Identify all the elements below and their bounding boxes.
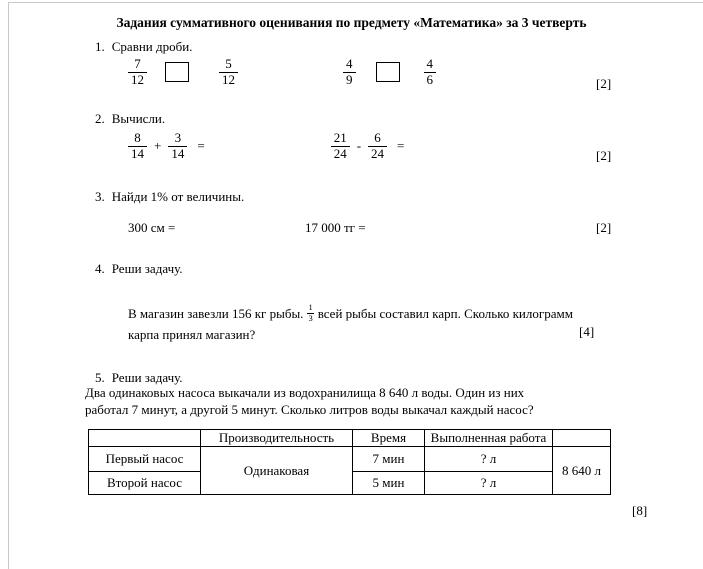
cell-pump1-time: 7 мин bbox=[353, 447, 425, 472]
task2-expressions-row bbox=[128, 131, 404, 161]
answer-box bbox=[376, 62, 400, 82]
task3-number: 3. bbox=[95, 189, 105, 204]
fraction bbox=[168, 131, 187, 161]
cell-pump1-name: Первый насос bbox=[89, 447, 201, 472]
task4-number: 4. bbox=[95, 261, 105, 276]
cell-pump2-name: Второй насос bbox=[89, 472, 201, 495]
fraction-denominator: 24 bbox=[333, 145, 347, 161]
fraction-denominator: 24 bbox=[371, 145, 385, 161]
task1-label: Сравни дроби. bbox=[111, 39, 193, 54]
header-cell-work: Выполненная работа bbox=[425, 430, 553, 447]
task3-label: Найди 1% от величины. bbox=[111, 189, 245, 204]
task5-number: 5. bbox=[95, 370, 105, 385]
task4-text-line2: карпа принял магазин? bbox=[128, 327, 256, 343]
task3-item-2: 17 000 тг = bbox=[305, 220, 366, 235]
fraction bbox=[424, 57, 437, 87]
task1-number: 1. bbox=[95, 39, 105, 54]
fraction-numerator: 5 bbox=[219, 57, 238, 73]
cell-pump2-work: ? л bbox=[425, 472, 553, 495]
task5-text-line2: работал 7 минут, а другой 5 минут. Сколько литров воды выкачал каждый насос? bbox=[85, 402, 534, 417]
fraction bbox=[368, 131, 387, 161]
task3-points: [2] bbox=[596, 220, 612, 235]
task5-text bbox=[85, 384, 534, 418]
minus-operator: - bbox=[356, 138, 362, 154]
header-cell-time: Время bbox=[353, 430, 425, 447]
header-cell-productivity: Производительность bbox=[201, 430, 353, 447]
task5-text-line1: Два одинаковых насоса выкачали из водохранилища 8 640 л воды. Один из них bbox=[85, 385, 525, 400]
cell-pump1-work: ? л bbox=[425, 447, 553, 472]
task2-label: Вычисли. bbox=[111, 111, 166, 126]
task1-heading bbox=[95, 39, 192, 55]
fraction-numerator: 4 bbox=[424, 57, 437, 73]
fraction-denominator: 3 bbox=[308, 312, 313, 323]
header-cell-empty bbox=[89, 430, 201, 447]
fraction-numerator: 3 bbox=[168, 131, 187, 147]
fraction bbox=[307, 303, 313, 324]
fraction-denominator: 14 bbox=[171, 145, 185, 161]
equals-sign: = bbox=[397, 138, 405, 154]
fraction bbox=[219, 57, 238, 87]
task4-text-before-fraction: В магазин завезли 156 кг рыбы. bbox=[128, 306, 304, 321]
task5-table bbox=[88, 429, 611, 495]
document-title: Задания суммативного оценивания по предмету «Математика» за 3 четверть bbox=[116, 15, 587, 30]
fraction-numerator: 6 bbox=[368, 131, 387, 147]
task2-points: [2] bbox=[596, 148, 612, 163]
plus-operator: + bbox=[154, 138, 162, 154]
cell-total-value: 8 640 л bbox=[553, 447, 611, 495]
task1-fractions-row bbox=[128, 57, 436, 87]
table-header-row bbox=[89, 430, 611, 447]
fraction-numerator: 1 bbox=[308, 301, 313, 312]
cell-pump2-time: 5 мин bbox=[353, 472, 425, 495]
task5-points: [8] bbox=[632, 503, 648, 518]
table-row bbox=[89, 447, 611, 472]
fraction bbox=[128, 131, 147, 161]
fraction-denominator: 12 bbox=[222, 71, 235, 87]
task4-label: Реши задачу. bbox=[111, 261, 183, 276]
task4-points: [4] bbox=[579, 324, 595, 339]
fraction-denominator: 6 bbox=[426, 71, 433, 87]
fraction bbox=[128, 57, 147, 87]
task4-heading bbox=[95, 261, 183, 277]
task2-number: 2. bbox=[95, 111, 105, 126]
task2-heading bbox=[95, 111, 165, 127]
cell-productivity-value: Одинаковая bbox=[201, 447, 353, 495]
task4-text-line1 bbox=[128, 301, 573, 325]
equals-sign: = bbox=[197, 138, 205, 154]
answer-box bbox=[165, 62, 189, 82]
task1-points: [2] bbox=[596, 76, 612, 91]
fraction-numerator: 8 bbox=[128, 131, 147, 147]
fraction-numerator: 21 bbox=[331, 131, 350, 147]
task3-heading bbox=[95, 189, 244, 205]
fraction bbox=[343, 57, 356, 87]
fraction bbox=[331, 131, 350, 161]
task5-label: Реши задачу. bbox=[111, 370, 183, 385]
header-cell-empty bbox=[553, 430, 611, 447]
task3-item-1: 300 см = bbox=[128, 220, 176, 235]
task4-text-after-fraction: всей рыбы составил карп. Сколько килограмм bbox=[317, 306, 573, 321]
fraction-denominator: 9 bbox=[346, 71, 353, 87]
fraction-denominator: 12 bbox=[131, 71, 144, 87]
fraction-denominator: 14 bbox=[131, 145, 144, 161]
task4-text bbox=[128, 301, 573, 345]
fraction-numerator: 4 bbox=[343, 57, 356, 73]
fraction-numerator: 7 bbox=[128, 57, 147, 73]
